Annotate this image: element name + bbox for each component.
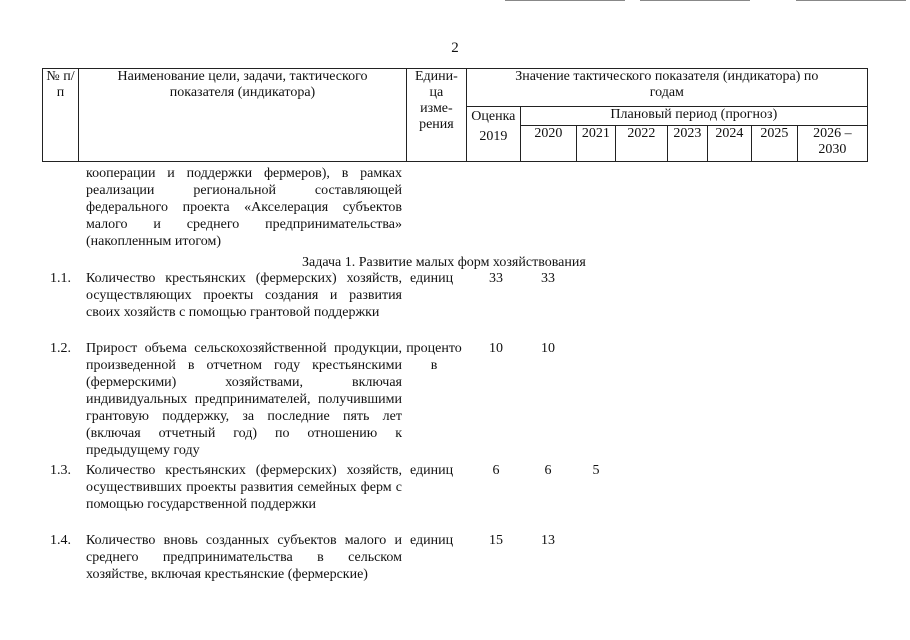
row-number-1-4: 1.4. <box>50 533 71 548</box>
header-estimate <box>466 107 520 162</box>
header-name: Наименование цели, задачи, тактического показателя (индикатора) <box>79 69 407 162</box>
top-rule-left <box>505 0 625 1</box>
header-year-2020: 2020 <box>520 126 576 162</box>
header-year-2023: 2023 <box>667 126 707 162</box>
header-estimate-year: 2019 <box>479 129 508 144</box>
row-2019-1-2: 10 <box>489 341 503 356</box>
header-year-2025: 2025 <box>751 126 797 162</box>
table-header <box>42 68 868 162</box>
row-unit-1-1: единиц <box>410 271 454 286</box>
task-title: Задача 1. Развитие малых форм хозяйствования <box>302 255 586 270</box>
header-value-title: Значение тактического показателя (индикатора) по годам <box>466 69 867 107</box>
row-unit-1-4: единиц <box>410 533 454 548</box>
row-2019-1-4: 15 <box>489 533 503 548</box>
header-unit: Едини-ца изме-рения <box>407 69 467 162</box>
row-number-1-1: 1.1. <box>50 271 71 286</box>
header-year-2024: 2024 <box>707 126 751 162</box>
row-name-1-3: Количество крестьянских (фермерских) хозяйств, осуществивших проекты развития семейных ферм с помощью государственной поддержки <box>86 463 402 512</box>
row-2020-1-3: 6 <box>544 463 552 478</box>
top-rule-right <box>796 0 906 1</box>
row-2020-1-1: 33 <box>541 271 555 286</box>
header-plan-period: Плановый период (прогноз) <box>520 107 867 126</box>
row-name-1-2: Прирост объема сельскохозяйственной продукции, произведенной в отчетном году крестьянскими (фермерскими) хозяйствами, включая индивидуальных предпринимателей, получившими грантовую поддержку, за последние пять лет (включая отчетный год) по отношению к предыдущему году <box>86 341 402 458</box>
row-name-1-4: Количество вновь созданных субъектов малого и среднего предпринимательства в сельском хозяйстве, включая крестьянские (фермерские) <box>86 533 402 582</box>
row-2020-1-2: 10 <box>541 341 555 356</box>
row-2021-1-3: 5 <box>592 463 600 478</box>
header-num: № п/п <box>43 69 79 162</box>
row-number-1-2: 1.2. <box>50 341 71 356</box>
row-unit-1-3: единиц <box>410 463 454 478</box>
row-2020-1-4: 13 <box>541 533 555 548</box>
row-number-1-3: 1.3. <box>50 463 71 478</box>
continued-indicator-text: кооперации и поддержки фермеров), в рамках реализации региональной составляющей федерального проекта «Акселерация субъектов малого и среднего предпринимательства» (накопленным итогом) <box>86 166 402 249</box>
header-estimate-label: Оценка <box>471 109 516 124</box>
header-year-2026-2030: 2026 – 2030 <box>797 126 867 162</box>
top-rule-mid <box>640 0 750 1</box>
row-name-1-1: Количество крестьянских (фермерских) хозяйств, осуществляющих проекты создания и развития своих хозяйств с помощью грантовой поддержки <box>86 271 402 320</box>
header-year-2022: 2022 <box>615 126 667 162</box>
page-number: 2 <box>451 40 459 56</box>
row-unit-1-2: процентов <box>406 341 462 373</box>
header-year-2021: 2021 <box>576 126 615 162</box>
row-2019-1-1: 33 <box>489 271 503 286</box>
row-2019-1-3: 6 <box>492 463 500 478</box>
